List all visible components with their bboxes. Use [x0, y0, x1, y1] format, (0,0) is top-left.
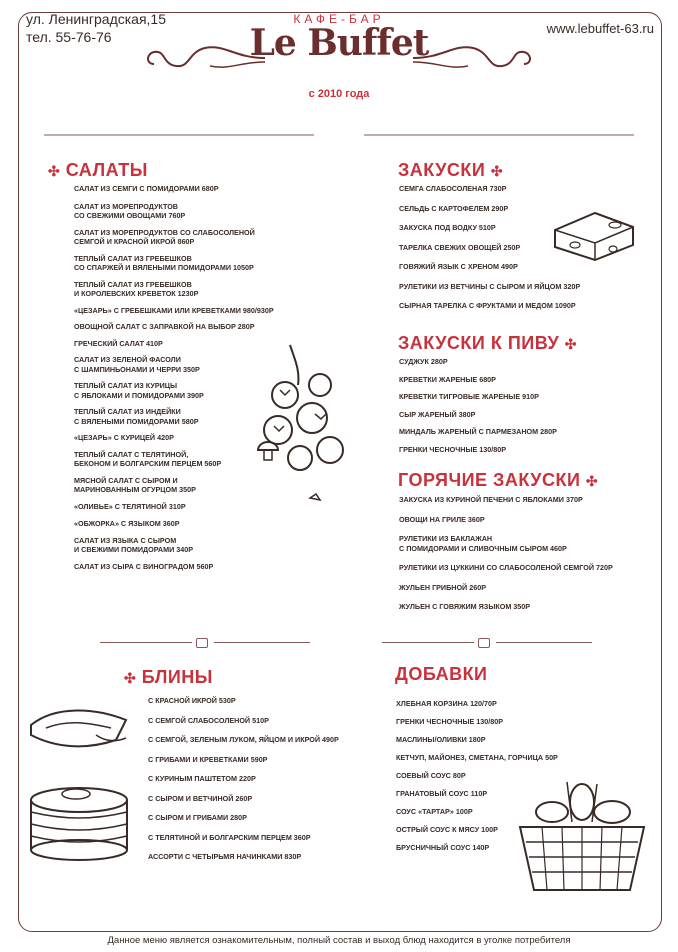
cherry-tomatoes-icon	[240, 340, 360, 510]
footer-note: Данное меню является ознакомительным, полный состав и выход блюд находится в уголке потребителя	[107, 935, 571, 946]
list-item: МАСЛИНЫ/ОЛИВКИ 180Р	[396, 735, 486, 744]
list-item: «ОЛИВЬЕ» С ТЕЛЯТИНОЙ 310Р	[74, 501, 186, 511]
list-item: МИНДАЛЬ ЖАРЕНЫЙ С ПАРМЕЗАНОМ 280Р	[399, 427, 557, 436]
list-item: ЖУЛЬЕН ГРИБНОЙ 260Р	[399, 582, 486, 592]
list-item: С СЫРОМ И ГРИБАМИ 280Р	[148, 813, 247, 822]
list-item: С СЕМГОЙ СЛАБОСОЛЕНОЙ 510Р	[148, 715, 269, 725]
list-item: ТЕПЛЫЙ САЛАТ ИЗ ГРЕБЕШКОВ И КОРОЛЕВСКИХ КРЕВЕТОК 1230Р	[74, 279, 199, 298]
arrow-ornament-icon: ✣	[490, 163, 504, 179]
address: ул. Ленинградская,15	[26, 11, 167, 27]
list-item: С ТЕЛЯТИНОЙ И БОЛГАРСКИМ ПЕРЦЕМ 360Р	[148, 832, 311, 842]
arrow-ornament-icon: ✣	[585, 473, 599, 489]
list-item: МЯСНОЙ САЛАТ С СЫРОМ И МАРИНОВАННЫМ ОГУРЦОМ 350Р	[74, 475, 196, 494]
list-item: САЛАТ ИЗ МОРЕПРОДУКТОВ СО СЛАБОСОЛЕНОЙ СЕМГОЙ И КРАСНОЙ ИКРОЙ 860Р	[74, 227, 255, 246]
hot-snacks-list	[399, 495, 649, 612]
list-item: «ЦЕЗАРЬ» С КУРИЦЕЙ 420Р	[74, 433, 174, 442]
website-link[interactable]: www.lebuffet-63.ru	[546, 21, 654, 36]
list-item: ТАРЕЛКА СВЕЖИХ ОВОЩЕЙ 250Р	[399, 242, 521, 252]
list-item: СЕЛЬДЬ С КАРТОФЕЛЕМ 290Р	[399, 203, 509, 213]
list-item: ТЕПЛЫЙ САЛАТ ИЗ КУРИЦЫ С ЯБЛОКАМИ И ПОМИДОРАМИ 390Р	[74, 381, 204, 400]
list-item: ГРАНАТОВЫЙ СОУС 110Р	[396, 789, 488, 798]
pancake-stack-icon	[24, 770, 134, 865]
list-item: СЫРНАЯ ТАРЕЛКА С ФРУКТАМИ И МЕДОМ 1090Р	[399, 301, 576, 310]
list-item: ХЛЕБНАЯ КОРЗИНА 120/70Р	[396, 699, 497, 708]
list-item: САЛАТ ИЗ СЫРА С ВИНОГРАДОМ 560Р	[74, 561, 214, 571]
list-item: БРУСНИЧНЫЙ СОУС 140Р	[396, 843, 490, 852]
arrow-ornament-icon: ✣	[48, 163, 61, 179]
kafe-bar-label: КАФЕ-БАР	[293, 12, 385, 26]
list-item: СОУС «ТАРТАР» 100Р	[396, 807, 473, 816]
list-item: ОВОЩИ НА ГРИЛЕ 360Р	[399, 514, 485, 524]
list-item: СУДЖУК 280Р	[399, 357, 448, 366]
list-item: САЛАТ ИЗ ЗЕЛЕНОЙ ФАСОЛИ С ШАМПИНЬОНАМИ И ЧЕРРИ 350Р	[74, 355, 200, 374]
list-item: РУЛЕТИКИ ИЗ ВЕТЧИНЫ С СЫРОМ И ЯЙЦОМ 320Р	[399, 281, 581, 291]
section-title-pancakes: ✣ БЛИНЫ	[124, 667, 213, 687]
list-item: С СЫРОМ И ВЕТЧИНОЙ 260Р	[148, 793, 253, 803]
list-item: ГРЕНКИ ЧЕСНОЧНЫЕ 130/80Р	[399, 444, 507, 454]
list-item: С КУРИНЫМ ПАШТЕТОМ 220Р	[148, 774, 256, 783]
list-item: СЕМГА СЛАБОСОЛЕНАЯ 730Р	[399, 184, 507, 193]
list-item: АССОРТИ С ЧЕТЫРЬМЯ НАЧИНКАМИ 830Р	[148, 852, 302, 861]
list-item: ТЕПЛЫЙ САЛАТ ИЗ ГРЕБЕШКОВ СО СПАРЖЕЙ И ВЯЛЕНЫМИ ПОМИДОРАМИ 1050Р	[74, 253, 254, 272]
divider-left	[100, 638, 310, 648]
list-item: САЛАТ ИЗ СЕМГИ С ПОМИДОРАМИ 680Р	[74, 184, 219, 193]
list-item: ОСТРЫЙ СОУС К МЯСУ 100Р	[396, 825, 498, 834]
beer-snacks-list	[399, 357, 649, 454]
list-item: С КРАСНОЙ ИКРОЙ 530Р	[148, 696, 236, 705]
section-title-snacks: ЗАКУСКИ ✣	[398, 160, 504, 180]
list-item: КРЕВЕТКИ ТИГРОВЫЕ ЖАРЕНЫЕ 910Р	[399, 392, 539, 401]
list-item: ТЕПЛЫЙ САЛАТ С ТЕЛЯТИНОЙ, БЕКОНОМ И БОЛГАРСКИМ ПЕРЦЕМ 560Р	[74, 449, 222, 468]
arrow-ornament-icon: ✣	[124, 670, 137, 686]
list-item: ЗАКУСКА ИЗ КУРИНОЙ ПЕЧЕНИ С ЯБЛОКАМИ 370Р	[399, 495, 583, 504]
section-title-hot-snacks: ГОРЯЧИЕ ЗАКУСКИ ✣	[398, 470, 599, 490]
section-title-salads: ✣ САЛАТЫ	[48, 160, 148, 180]
list-item: САЛАТ ИЗ МОРЕПРОДУКТОВ СО СВЕЖИМИ ОВОЩАМИ 760Р	[74, 201, 186, 220]
arrow-ornament-icon: ✣	[564, 336, 577, 352]
list-item: КЕТЧУП, МАЙОНЕЗ, СМЕТАНА, ГОРЧИЦА 50Р	[396, 753, 558, 762]
brand-logo: Le Buffet	[249, 22, 429, 64]
list-item: СЫР ЖАРЕНЫЙ 380Р	[399, 409, 476, 419]
list-item: «ЦЕЗАРЬ» С ГРЕБЕШКАМИ ИЛИ КРЕВЕТКАМИ 980/930Р	[74, 305, 274, 315]
list-item: РУЛЕТИКИ ИЗ ЦУККИНИ СО СЛАБОСОЛЕНОЙ СЕМГОЙ 720Р	[399, 563, 613, 572]
right-flourish-icon	[408, 36, 538, 76]
list-item: ЗАКУСКА ПОД ВОДКУ 510Р	[399, 223, 496, 232]
list-item: СОЕВЫЙ СОУС 80Р	[396, 771, 466, 780]
list-item: С ГРИБАМИ И КРЕВЕТКАМИ 590Р	[148, 754, 268, 764]
top-rule	[44, 128, 634, 142]
folded-pancakes-icon	[26, 700, 136, 755]
list-item: ОВОЩНОЙ САЛАТ С ЗАПРАВКОЙ НА ВЫБОР 280Р	[74, 322, 255, 331]
since-label: с 2010 года	[308, 88, 370, 100]
list-item: ТЕПЛЫЙ САЛАТ ИЗ ИНДЕЙКИ С ВЯЛЕНЫМИ ПОМИДОРАМИ 580Р	[74, 407, 199, 426]
list-item: ГРЕЧЕСКИЙ САЛАТ 410Р	[74, 338, 163, 348]
list-item: ЖУЛЬЕН С ГОВЯЖИМ ЯЗЫКОМ 350Р	[399, 602, 531, 611]
pancakes-list	[148, 696, 378, 862]
left-flourish-icon	[140, 36, 270, 76]
list-item: ГРЕНКИ ЧЕСНОЧНЫЕ 130/80Р	[396, 717, 504, 726]
list-item: САЛАТ ИЗ ЯЗЫКА С СЫРОМ И СВЕЖИМИ ПОМИДОРАМИ 340Р	[74, 535, 194, 554]
list-item: С СЕМГОЙ, ЗЕЛЕНЫМ ЛУКОМ, ЯЙЦОМ И ИКРОЙ 490Р	[148, 735, 339, 744]
list-item: ГОВЯЖИЙ ЯЗЫК С ХРЕНОМ 490Р	[399, 262, 518, 271]
section-title-extras: ДОБАВКИ	[395, 664, 488, 684]
list-item: «ОБЖОРКА» С ЯЗЫКОМ 360Р	[74, 519, 180, 528]
phone: тел. 55-76-76	[26, 29, 112, 45]
list-item: РУЛЕТИКИ ИЗ БАКЛАЖАН С ПОМИДОРАМИ И СЛИВОЧНЫМ СЫРОМ 460Р	[399, 534, 567, 553]
bread-basket-icon	[512, 772, 652, 902]
divider-right	[382, 638, 592, 648]
cheese-icon	[545, 205, 640, 265]
section-title-beer-snacks: ЗАКУСКИ К ПИВУ ✣	[398, 333, 577, 353]
list-item: КРЕВЕТКИ ЖАРЕНЫЕ 680Р	[399, 374, 496, 384]
